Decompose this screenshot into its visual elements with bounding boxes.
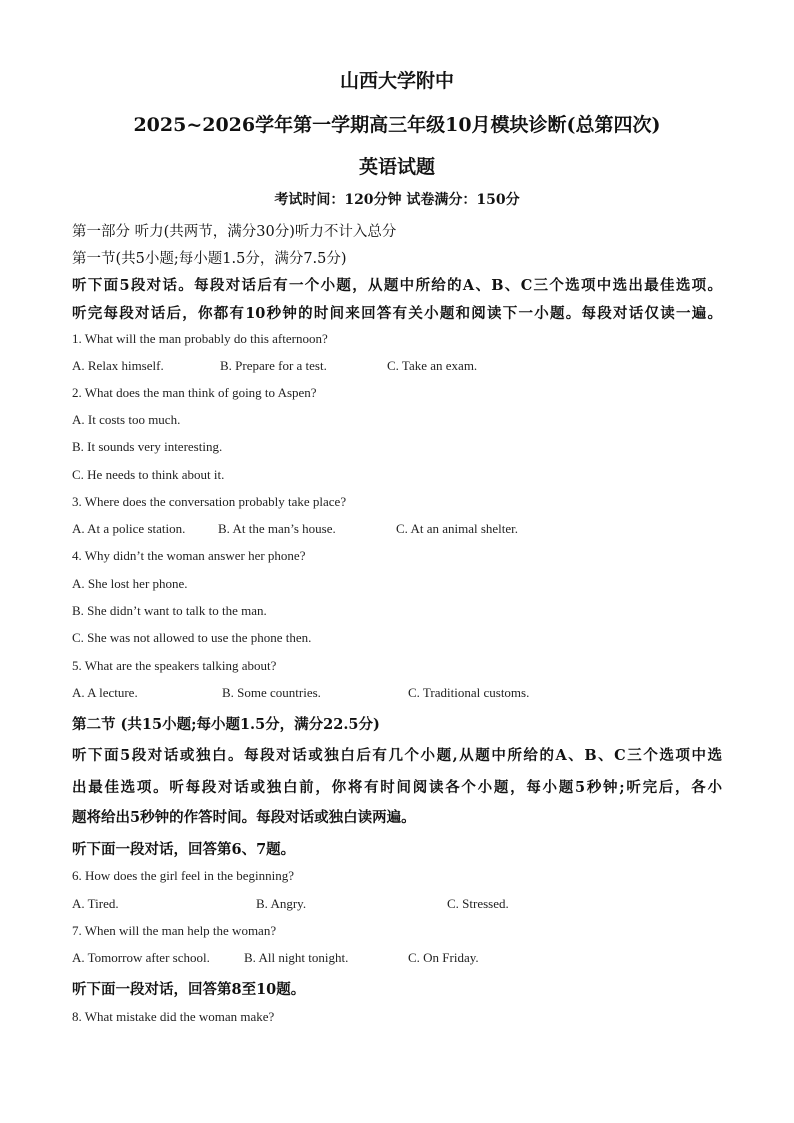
q6-option-a: A. Tired. bbox=[72, 896, 119, 911]
question-5: 5. What are the speakers talking about? bbox=[72, 658, 277, 673]
section1-instruction-1: 听下面5段对话。每段对话后有一个小题，从题中所给的A、B、C三个选项中选出最佳选项。 bbox=[72, 277, 722, 294]
q2-option-b: B. It sounds very interesting. bbox=[72, 439, 223, 454]
question-7: 7. When will the man help the woman? bbox=[72, 923, 277, 938]
exam-time-info: 考试时间：120分钟 试卷满分：150分 bbox=[274, 192, 520, 208]
q4-option-b: B. She didn’t want to talk to the man. bbox=[72, 603, 267, 618]
section1-heading: 第一节(共5小题;每小题1.5分，满分7.5分) bbox=[72, 251, 347, 267]
q3-option-b: B. At the man’s house. bbox=[218, 521, 336, 536]
section2-instruction-1: 听下面5段对话或独白。每段对话或独白后有几个小题,从题中所给的A、B、C三个选项中选 bbox=[72, 747, 722, 764]
q5-option-b: B. Some countries. bbox=[222, 685, 321, 700]
question-3: 3. Where does the conversation probably take place? bbox=[72, 494, 347, 509]
question-4: 4. Why didn’t the woman answer her phone? bbox=[72, 548, 306, 563]
group-8-10-heading: 听下面一段对话，回答第8至10题。 bbox=[72, 981, 306, 998]
q7-option-a: A. Tomorrow after school. bbox=[72, 950, 210, 965]
q5-option-c: C. Traditional customs. bbox=[408, 685, 530, 700]
section2-instruction-3: 题将给出5秒钟的作答时间。每段对话或独白读两遍。 bbox=[72, 809, 416, 826]
section2-heading: 第二节 (共15小题;每小题1.5分，满分22.5分) bbox=[72, 716, 380, 733]
q1-option-c: C. Take an exam. bbox=[387, 358, 478, 373]
group-6-7-heading: 听下面一段对话，回答第6、7题。 bbox=[72, 841, 296, 858]
q1-option-b: B. Prepare for a test. bbox=[220, 358, 327, 373]
section1-instruction-2: 听完每段对话后，你都有10秒钟的时间来回答有关小题和阅读下一小题。每段对话仅读一遍。 bbox=[72, 305, 722, 322]
question-1: 1. What will the man probably do this afternoon? bbox=[72, 331, 328, 346]
question-6: 6. How does the girl feel in the beginning? bbox=[72, 868, 295, 883]
q2-option-a: A. It costs too much. bbox=[72, 412, 181, 427]
question-2: 2. What does the man think of going to Aspen? bbox=[72, 385, 317, 400]
q1-option-a: A. Relax himself. bbox=[72, 358, 164, 373]
subject-title: 英语试题 bbox=[358, 156, 435, 178]
q7-option-c: C. On Friday. bbox=[408, 950, 479, 965]
q6-option-b: B. Angry. bbox=[256, 896, 307, 911]
q2-option-c: C. He needs to think about it. bbox=[72, 467, 225, 482]
q3-option-a: A. At a police station. bbox=[72, 521, 186, 536]
school-name: 山西大学附中 bbox=[339, 70, 454, 92]
section2-instruction-2: 出最佳选项。听每段对话或独白前，你将有时间阅读各个小题，每小题5秒钟;听完后，各小 bbox=[72, 779, 722, 796]
q5-option-a: A. A lecture. bbox=[72, 685, 138, 700]
exam-title: 2025~2026学年第一学期高三年级10月模块诊断(总第四次) bbox=[133, 114, 661, 136]
question-8: 8. What mistake did the woman make? bbox=[72, 1009, 275, 1024]
q3-option-c: C. At an animal shelter. bbox=[396, 521, 519, 536]
q6-option-c: C. Stressed. bbox=[447, 896, 509, 911]
q4-option-c: C. She was not allowed to use the phone then. bbox=[72, 630, 312, 645]
q7-option-b: B. All night tonight. bbox=[244, 950, 349, 965]
q4-option-a: A. She lost her phone. bbox=[72, 576, 188, 591]
part1-heading: 第一部分 听力(共两节，满分30分)听力不计入总分 bbox=[72, 224, 397, 240]
